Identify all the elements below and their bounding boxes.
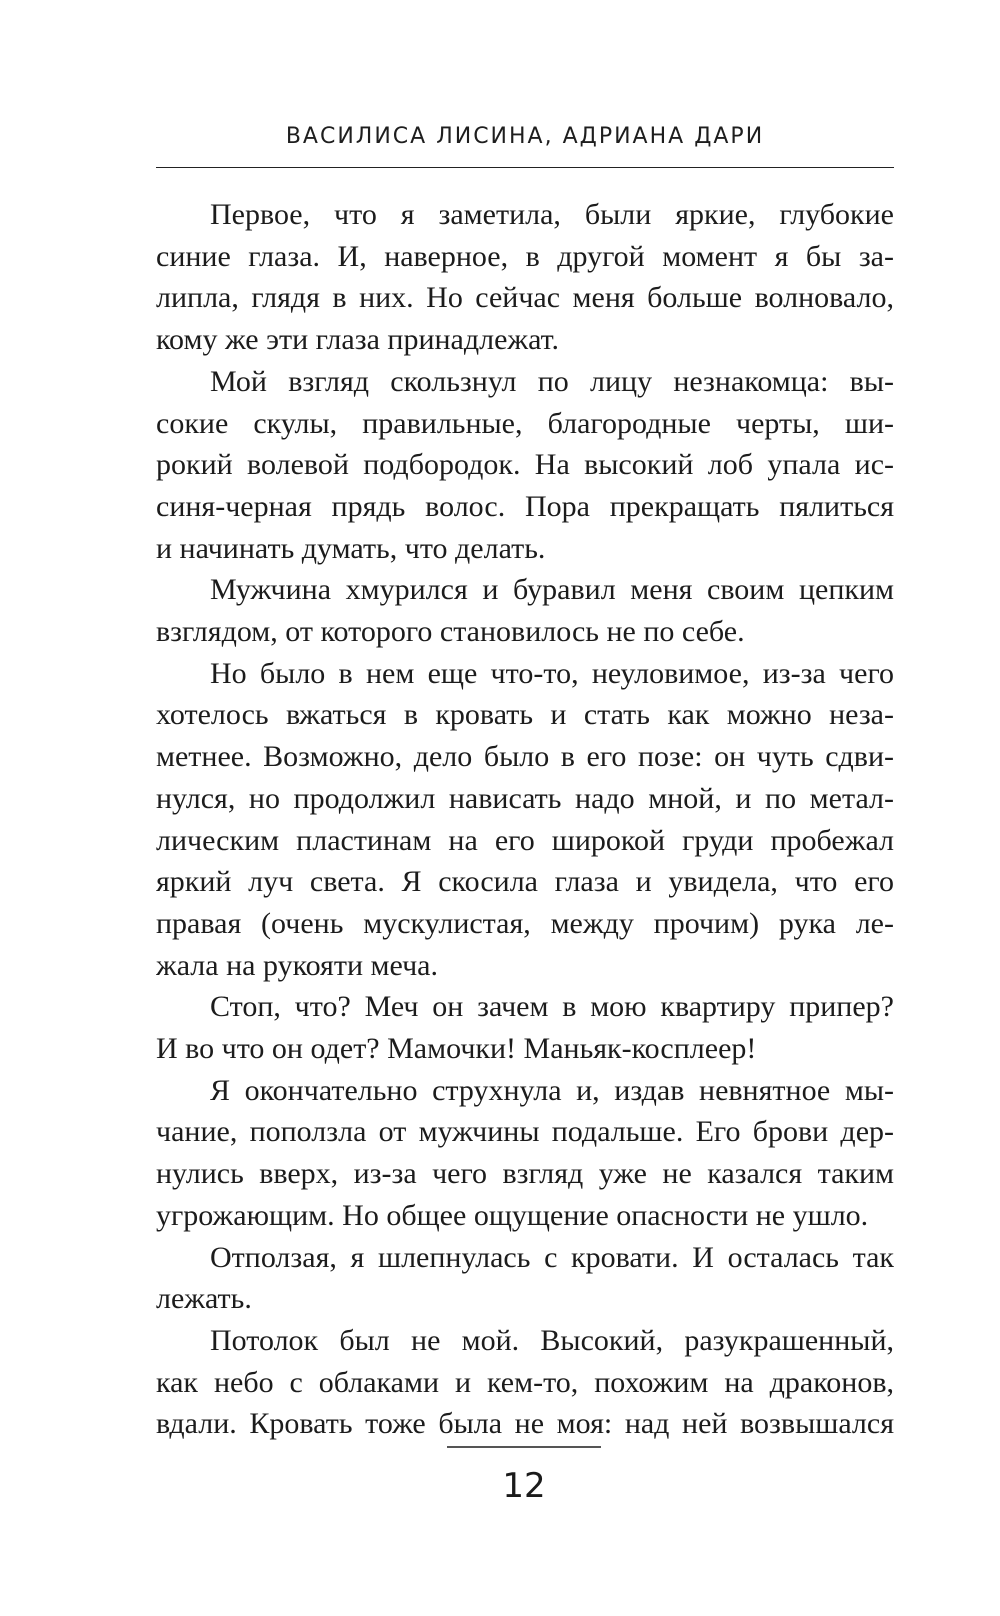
text-line: рокий волевой подбородок. На высокий лоб упала ис- — [156, 448, 894, 482]
text-line: вдали. Кровать тоже была не моя: над ней возвышался — [156, 1407, 894, 1441]
text-line: как небо с облаками и кем-то, похожим на драконов, — [156, 1365, 894, 1399]
text-line: Отползая, я шлепнулась с кровати. И осталась так — [210, 1240, 894, 1274]
text-line: И во что он одет? Мамочки! Маньяк-косплеер! — [156, 1032, 757, 1066]
text-line: синя-черная прядь волос. Пора прекращать пялиться — [156, 489, 894, 523]
paragraph — [156, 653, 894, 987]
paragraph — [156, 986, 894, 1069]
text-line: Я окончательно струхнула и, издав невнятное мы- — [210, 1073, 894, 1107]
text-line: и начинать думать, что делать. — [156, 531, 546, 565]
paragraph — [156, 1237, 894, 1320]
text-line: Но было в нем еще что-то, неуловимое, из-за чего — [210, 656, 894, 690]
text-line: нулись вверх, из-за чего взгляд уже не казался таким — [156, 1157, 894, 1191]
text-line: угрожающим. Но общее ощущение опасности не ушло. — [156, 1198, 869, 1232]
text-line: хотелось вжаться в кровать и стать как можно неза- — [156, 698, 894, 732]
text-line: Потолок был не мой. Высокий, разукрашенный, — [210, 1323, 894, 1357]
text-line: метнее. Возможно, дело было в его позе: он чуть сдви- — [156, 740, 894, 774]
text-line: сокие скулы, правильные, благородные черты, ши- — [156, 406, 894, 440]
text-line: липла, глядя в них. Но сейчас меня больше волновало, — [156, 281, 894, 315]
text-line: лическим пластинам на его широкой груди пробежал — [156, 823, 894, 857]
footer-rule — [447, 1446, 601, 1448]
text-line: Мужчина хмурился и буравил меня своим цепким — [210, 573, 894, 607]
paragraph — [156, 1320, 894, 1445]
body-text — [156, 194, 894, 1445]
page-number: 12 — [502, 1466, 546, 1506]
paragraph — [156, 194, 894, 361]
text-line: жала на рукояти меча. — [156, 948, 438, 982]
text-line: кому же эти глаза принадлежат. — [156, 323, 560, 357]
text-line: Стоп, что? Меч он зачем в мою квартиру припер? — [210, 990, 894, 1024]
running-head: ВАСИЛИСА ЛИСИНА, АДРИАНА ДАРИ — [285, 124, 765, 149]
paragraph — [156, 361, 894, 570]
text-line: правая (очень мускулистая, между прочим) рука ле- — [156, 906, 894, 940]
text-line: взглядом, от которого становилось не по себе. — [156, 615, 745, 649]
text-line: Первое, что я заметила, были яркие, глубокие — [210, 198, 894, 231]
header-rule — [156, 167, 894, 168]
paragraph — [156, 1070, 894, 1237]
paragraph — [156, 569, 894, 652]
text-line: синие глаза. И, наверное, в другой момент я бы за- — [156, 239, 894, 273]
text-line: чание, поползла от мужчины подальше. Его брови дер- — [156, 1115, 894, 1149]
text-line: лежать. — [156, 1282, 252, 1316]
text-line: яркий луч света. Я скосила глаза и увидела, что его — [156, 865, 894, 899]
text-line: нулся, но продолжил нависать надо мной, и по метал- — [156, 781, 894, 815]
text-line: Мой взгляд скользнул по лицу незнакомца: вы- — [210, 364, 894, 398]
